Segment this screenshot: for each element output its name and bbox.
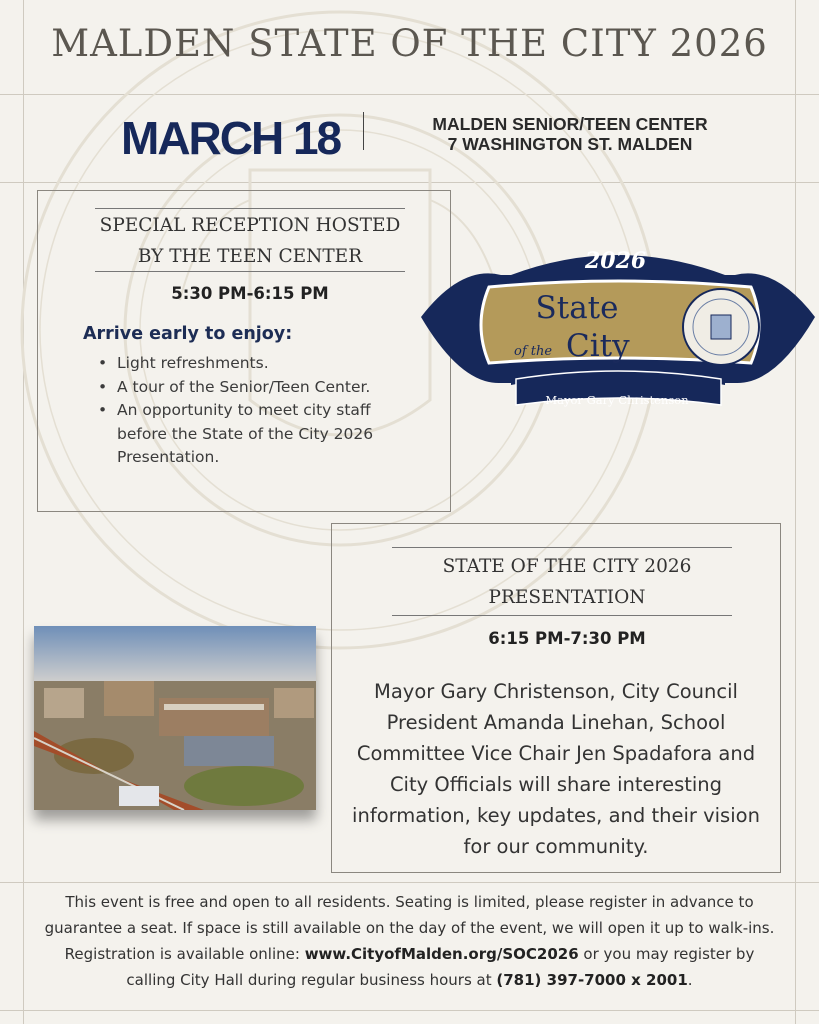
guide-line (0, 182, 819, 183)
guide-line (0, 94, 819, 95)
registration-url[interactable]: www.CityofMalden.org/SOC2026 (304, 945, 579, 963)
logo-of-the: of the (514, 344, 553, 359)
city-aerial-photo (34, 626, 316, 810)
list-item: • Light refreshments. (98, 354, 269, 372)
reception-heading-line2: BY THE TEEN CENTER (137, 246, 363, 267)
guide-line (0, 1010, 819, 1011)
presentation-heading (392, 551, 742, 613)
date-divider (363, 112, 364, 150)
reception-heading (95, 210, 405, 272)
arrive-early-label: Arrive early to enjoy: (83, 324, 293, 344)
reception-time: 5:30 PM-6:15 PM (171, 284, 329, 303)
list-item: • An opportunity to meet city staff before the State of the City 2026 Presentation. (98, 401, 374, 466)
logo-year: 2026 (585, 248, 647, 274)
divider (392, 547, 732, 548)
divider (95, 271, 405, 272)
guide-line (23, 0, 24, 1024)
reception-list (92, 352, 422, 470)
presentation-heading-line2: PRESENTATION (488, 587, 646, 608)
city-hall-phone[interactable]: (781) 397-7000 x 2001 (496, 971, 688, 989)
logo-state: State (535, 290, 619, 326)
venue-address (395, 114, 745, 154)
guide-line (795, 0, 796, 1024)
logo-mayor: Mayor Gary Christenson (545, 393, 689, 407)
guide-line (0, 882, 819, 883)
divider (95, 208, 405, 209)
page-title: MALDEN STATE OF THE CITY 2026 (51, 22, 768, 65)
registration-info: This event is free and open to all residents. Seating is limited, please register in advance to guarantee a seat. If space is still available on the day of the event, we will open it up to walk-ins. Registration is available online: www.CityofMalden.org/SOC2026 or you may register by calling City Hall during regular business hours at (781) 397-7000 x 2001. (44, 893, 775, 989)
venue-name: MALDEN SENIOR/TEEN CENTER (432, 114, 708, 134)
list-item: • A tour of the Senior/Teen Center. (98, 377, 371, 396)
presentation-description: Mayor Gary Christenson, City Council President Amanda Linehan, School Committee Vice Chair Jen Spadafora and City Officials will share interesting information, key updates, and their vision for our community. (352, 680, 760, 858)
reception-heading-line1: SPECIAL RECEPTION HOSTED (99, 215, 401, 236)
presentation-time: 6:15 PM-7:30 PM (488, 629, 646, 648)
venue-street: 7 WASHINGTON ST. MALDEN (447, 134, 693, 154)
event-date: MARCH 18 (121, 112, 341, 164)
logo-city: City (566, 328, 630, 364)
divider (392, 615, 732, 616)
presentation-heading-line1: STATE OF THE CITY 2026 (442, 556, 692, 577)
